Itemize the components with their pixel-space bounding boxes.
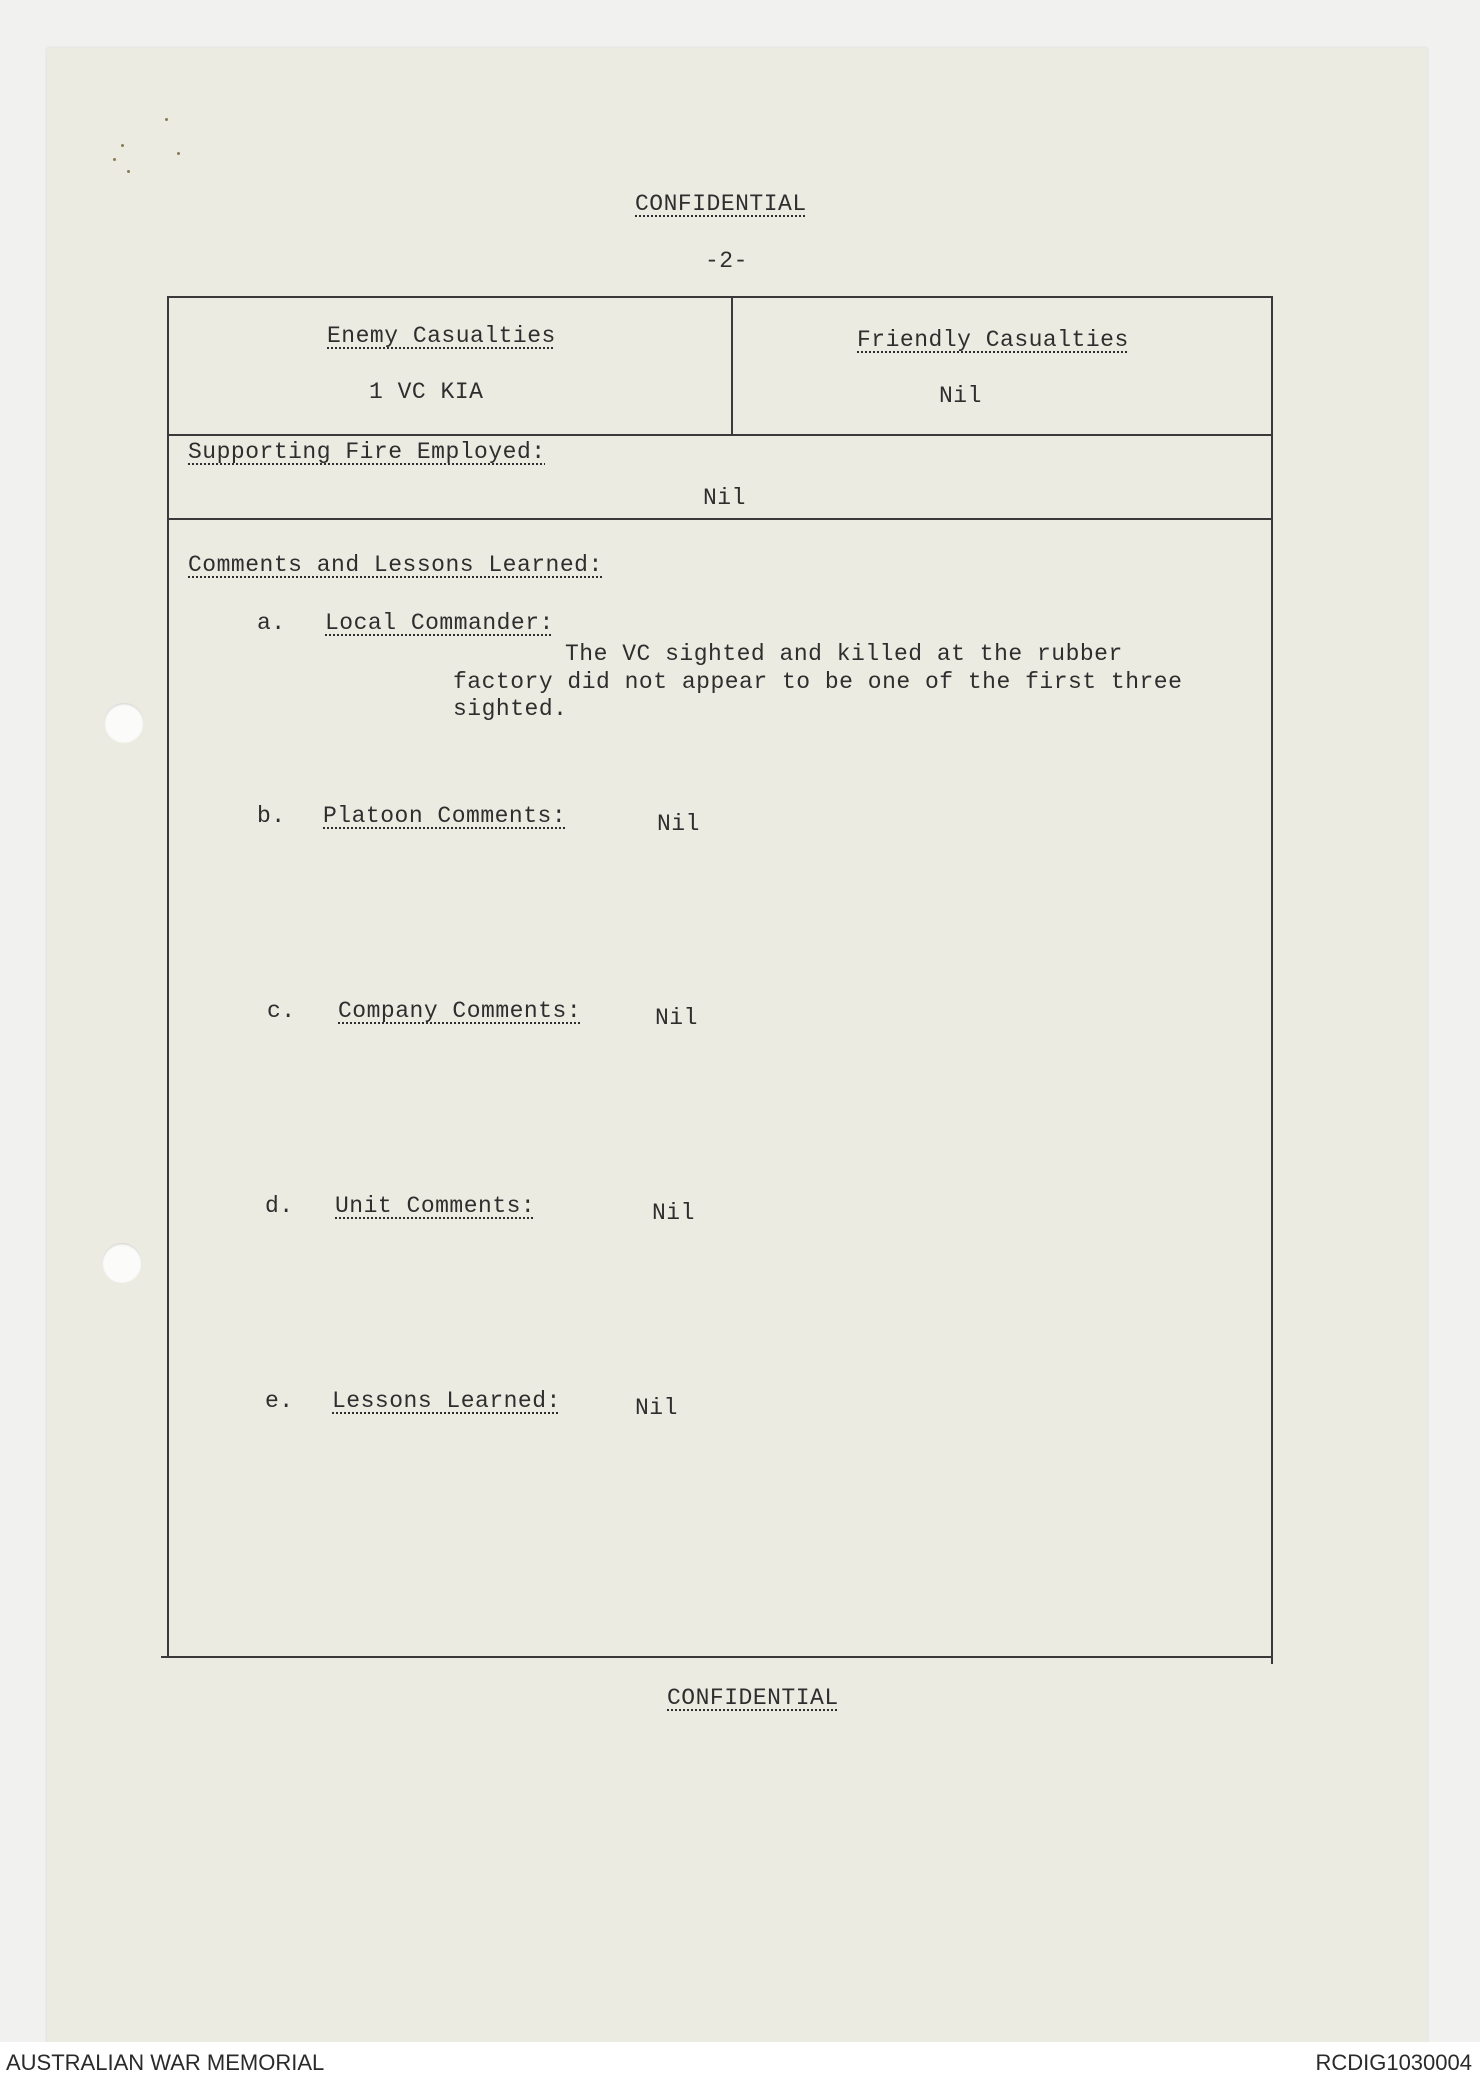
lessons-learned-label: Lessons Learned: bbox=[332, 1388, 561, 1414]
table-right-border bbox=[1271, 296, 1273, 1664]
unit-comments-value: Nil bbox=[652, 1200, 695, 1226]
table-top-border bbox=[167, 296, 1273, 298]
friendly-casualties-heading: Friendly Casualties bbox=[857, 327, 1129, 353]
table-left-border bbox=[167, 296, 169, 1656]
staple-mark bbox=[165, 118, 168, 121]
lessons-learned-value: Nil bbox=[635, 1395, 678, 1421]
casualties-divider bbox=[731, 296, 733, 434]
unit-comments-label: Unit Comments: bbox=[335, 1193, 536, 1219]
enemy-casualties-value: 1 VC KIA bbox=[369, 379, 484, 405]
archive-name: AUSTRALIAN WAR MEMORIAL bbox=[6, 2050, 325, 2075]
archive-footer bbox=[0, 2042, 1480, 2082]
local-commander-text-line: The VC sighted and killed at the rubber bbox=[565, 641, 1123, 667]
supporting-fire-heading: Supporting Fire Employed: bbox=[188, 439, 546, 465]
local-commander-text-line: sighted. bbox=[453, 696, 568, 722]
platoon-comments-label: Platoon Comments: bbox=[323, 803, 567, 829]
supporting-fire-value: Nil bbox=[703, 485, 746, 511]
page-number: -2- bbox=[705, 248, 748, 274]
punch-hole bbox=[102, 1243, 142, 1283]
staple-mark bbox=[121, 144, 124, 147]
company-comments-value: Nil bbox=[655, 1005, 698, 1031]
table-bottom-border bbox=[161, 1656, 1273, 1658]
comments-heading: Comments and Lessons Learned: bbox=[188, 552, 603, 578]
local-commander-text-line: factory did not appear to be one of the first three bbox=[453, 669, 1183, 695]
item-letter: a. bbox=[257, 610, 286, 636]
staple-mark bbox=[113, 158, 116, 161]
item-letter: e. bbox=[265, 1388, 294, 1414]
archive-id: RCDIG1030004 bbox=[1315, 2050, 1472, 2075]
company-comments-label: Company Comments: bbox=[338, 998, 582, 1024]
staple-mark bbox=[177, 152, 180, 155]
header-classification: CONFIDENTIAL bbox=[635, 191, 807, 217]
item-letter: d. bbox=[265, 1193, 294, 1219]
local-commander-label: Local Commander: bbox=[325, 610, 554, 636]
enemy-casualties-heading: Enemy Casualties bbox=[327, 323, 556, 349]
supporting-fire-bottom-border bbox=[167, 518, 1273, 520]
punch-hole bbox=[104, 703, 144, 743]
item-letter: b. bbox=[257, 803, 286, 829]
friendly-casualties-value: Nil bbox=[939, 383, 982, 409]
item-letter: c. bbox=[267, 998, 296, 1024]
casualties-bottom-border bbox=[167, 434, 1273, 436]
platoon-comments-value: Nil bbox=[657, 811, 700, 837]
staple-mark bbox=[127, 170, 130, 173]
footer-classification: CONFIDENTIAL bbox=[667, 1685, 839, 1711]
document-sheet bbox=[47, 48, 1427, 2044]
